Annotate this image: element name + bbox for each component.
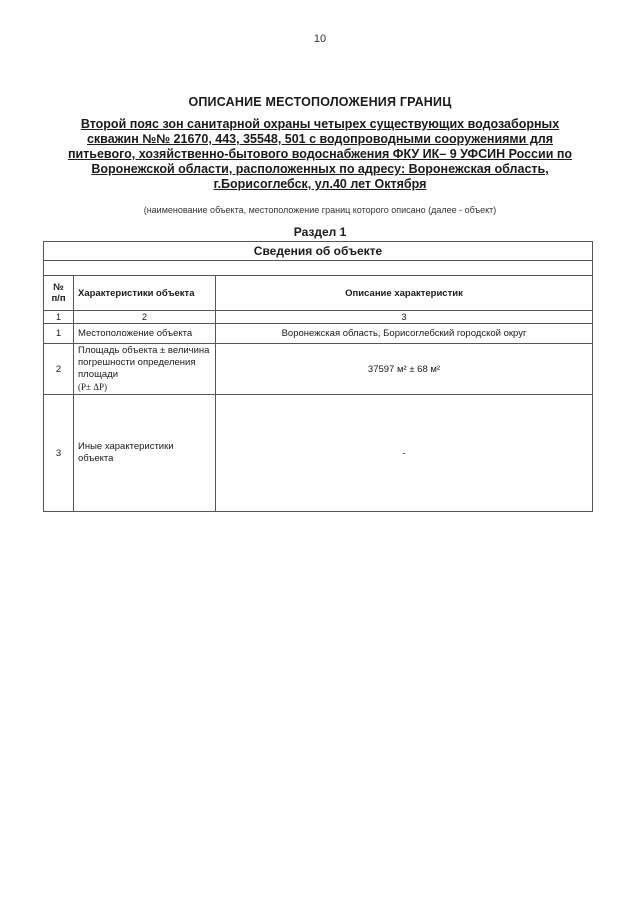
object-info-table bbox=[43, 241, 593, 512]
column-header-description: Описание характеристик bbox=[216, 276, 593, 311]
row-characteristic: Местоположение объекта bbox=[74, 324, 216, 344]
object-caption: (наименование объекта, местоположение границ которого описано (далее - объект) bbox=[143, 205, 497, 215]
document-subtitle bbox=[62, 117, 578, 192]
row-description: 37597 м² ± 68 м² bbox=[216, 344, 593, 395]
subtitle-line: Воронежской области, расположенных по адресу: Воронежская область, bbox=[91, 162, 549, 176]
row-number: 3 bbox=[44, 395, 74, 512]
table-spacer-row bbox=[44, 261, 593, 276]
row-description: Воронежская область, Борисоглебский городской округ bbox=[216, 324, 593, 344]
subtitle-line: питьевого, хозяйственно-бытового водоснабжения ФКУ ИК– 9 УФСИН России по bbox=[67, 147, 573, 161]
table-column-headers bbox=[44, 276, 593, 311]
subtitle-line: г.Борисоглебск, ул.40 лет Октября bbox=[213, 177, 427, 191]
column-index: 2 bbox=[74, 311, 216, 324]
row-characteristic: Иные характеристики объекта bbox=[74, 395, 216, 512]
row-number: 1 bbox=[44, 324, 74, 344]
row-characteristic-text: Площадь объекта ± величина погрешности определения площади bbox=[78, 345, 210, 380]
column-header-number: № п/п bbox=[44, 276, 74, 311]
row-characteristic bbox=[74, 344, 216, 395]
table-row bbox=[44, 344, 593, 395]
column-index: 3 bbox=[216, 311, 593, 324]
document-title: ОПИСАНИЕ МЕСТОПОЛОЖЕНИЯ ГРАНИЦ bbox=[188, 95, 452, 109]
section-label: Раздел 1 bbox=[293, 225, 347, 239]
table-header: Сведения об объекте bbox=[44, 242, 593, 261]
column-header-characteristic: Характеристики объекта bbox=[74, 276, 216, 311]
column-index: 1 bbox=[44, 311, 74, 324]
subtitle-line: Второй пояс зон санитарной охраны четырех существующих водозаборных bbox=[80, 117, 560, 131]
row-number: 2 bbox=[44, 344, 74, 395]
subtitle-line: скважин №№ 21670, 443, 35548, 501 с водопроводными сооружениями для bbox=[86, 132, 554, 146]
page-number: 10 bbox=[313, 33, 327, 45]
table-row bbox=[44, 324, 593, 344]
table-column-index-row bbox=[44, 311, 593, 324]
row-characteristic-formula: (P± ΔP) bbox=[78, 382, 107, 392]
table-row bbox=[44, 395, 593, 512]
row-description: - bbox=[216, 395, 593, 512]
